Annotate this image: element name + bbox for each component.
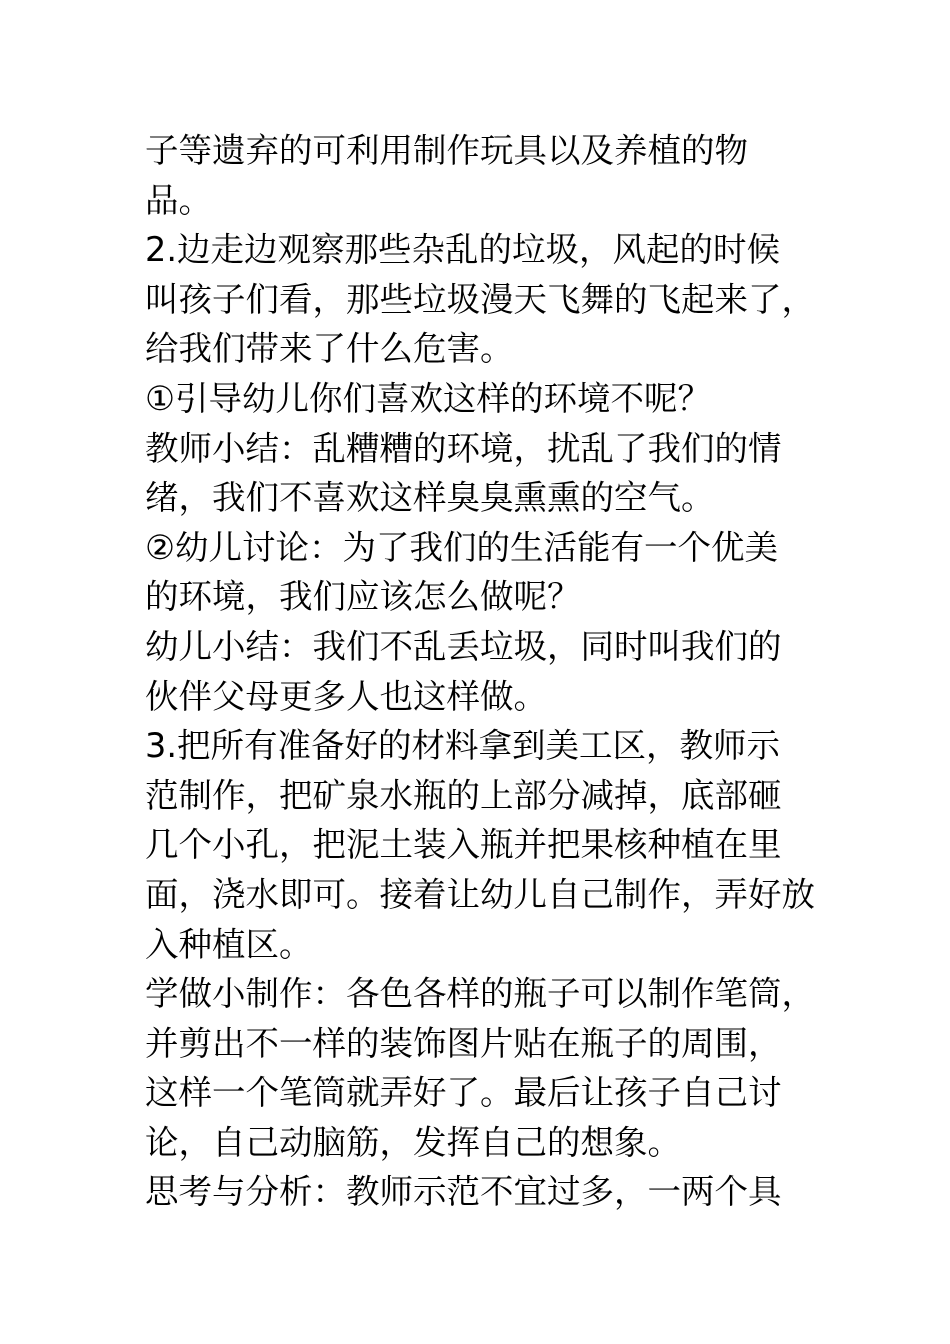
text-line: 幼儿小结：我们不乱丢垃圾，同时叫我们的 xyxy=(145,626,782,666)
text-line: 教师小结：乱糟糟的环境，扰乱了我们的情 xyxy=(145,428,782,468)
text-line: 品。 xyxy=(145,180,212,220)
text-line: 论，自己动脑筋，发挥自己的想象。 xyxy=(145,1122,681,1162)
text-line: 2.边走边观察那些杂乱的垃圾，风起的时候 xyxy=(145,230,780,270)
text-line: 范制作，把矿泉水瓶的上部分减掉，底部砸 xyxy=(145,775,782,815)
text-line: 给我们带来了什么危害。 xyxy=(145,329,514,369)
text-line: 面，浇水即可。接着让幼儿自己制作，弄好放 xyxy=(145,874,815,914)
text-line: 3.把所有准备好的材料拿到美工区，教师示 xyxy=(145,726,780,766)
text-line: ①引导幼儿你们喜欢这样的环境不呢？ xyxy=(145,378,712,418)
text-line: 绪，我们不喜欢这样臭臭熏熏的空气。 xyxy=(145,478,715,518)
text-line: 入种植区。 xyxy=(145,924,313,964)
text-line: 的环境，我们应该怎么做呢？ xyxy=(145,577,581,617)
text-line: 子等遗弃的可利用制作玩具以及养植的物 xyxy=(145,131,748,170)
document-body xyxy=(145,126,835,1217)
text-line: 并剪出不一样的装饰图片贴在瓶子的周围， xyxy=(145,1023,782,1063)
text-line: 思考与分析：教师示范不宜过多，一两个具 xyxy=(145,1172,782,1212)
text-line: 学做小制作：各色各样的瓶子可以制作笔筒， xyxy=(145,974,815,1014)
text-line: 叫孩子们看，那些垃圾漫天飞舞的飞起来了， xyxy=(145,279,815,319)
text-line: 这样一个笔筒就弄好了。最后让孩子自己讨 xyxy=(145,1073,782,1113)
text-line: 几个小孔，把泥土装入瓶并把果核种植在里 xyxy=(145,825,782,865)
text-line: 伙伴父母更多人也这样做。 xyxy=(145,676,547,716)
text-line: ②幼儿讨论：为了我们的生活能有一个优美 xyxy=(145,527,779,567)
